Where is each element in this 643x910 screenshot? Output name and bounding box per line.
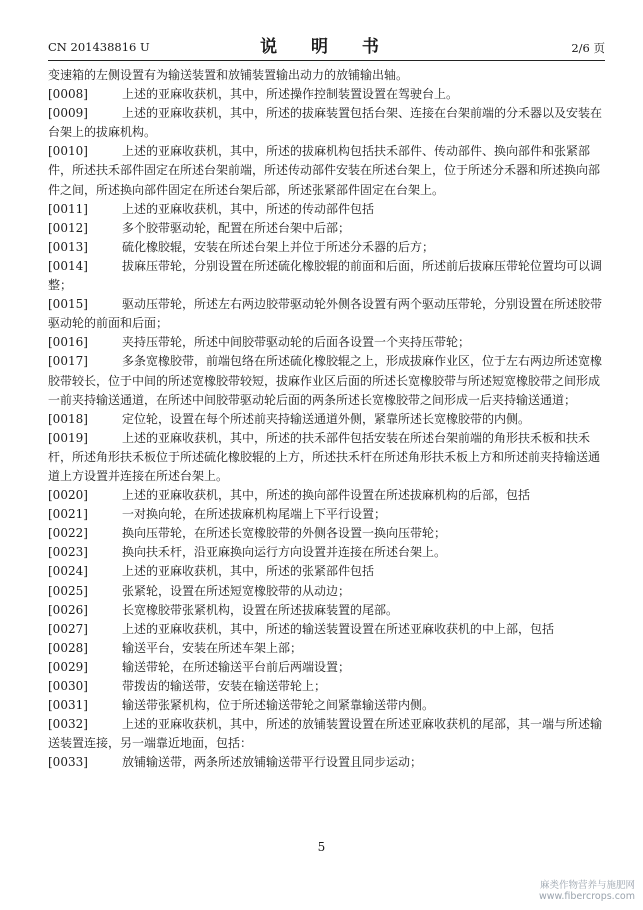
paragraph: [48, 200, 602, 219]
paragraph-text: 输送平台，安装在所述车架上部；: [122, 640, 303, 655]
paragraph-number: [0012]: [48, 220, 88, 235]
paragraph: [48, 753, 602, 772]
paragraph-number: [0020]: [48, 488, 88, 503]
paragraph-number: [0025]: [48, 583, 88, 598]
paragraph: [48, 410, 602, 429]
paragraph-number: [0032]: [48, 717, 88, 732]
paragraph-text: 硫化橡胶辊，安装在所述台架上并位于所述分禾器的后方；: [122, 239, 435, 254]
paragraph-number: [0024]: [48, 564, 88, 579]
paragraph-text: 放铺输送带，两条所述放铺输送带平行设置且同步运动；: [122, 755, 423, 770]
paragraph-text: 上述的亚麻收获机，其中，所述操作控制装置设置在驾驶台上。: [122, 87, 459, 102]
paragraph-number: [0029]: [48, 659, 88, 674]
paragraph-text: 上述的亚麻收获机，其中，所述的换向部件设置在所述拔麻机构的后部，包括: [122, 488, 531, 503]
paragraph: [48, 696, 602, 715]
paragraph: [48, 295, 602, 333]
paragraph-text: 输送带轮，在所述输送平台前后两端设置；: [122, 659, 351, 674]
paragraph-number: [0008]: [48, 87, 88, 102]
paragraph-text: 夹持压带轮，所述中间胶带驱动轮的后面各设置一个夹持压带轮；: [122, 335, 471, 350]
paragraph-number: [0031]: [48, 698, 88, 713]
paragraph: [48, 677, 602, 696]
paragraph: [48, 582, 602, 601]
document-title: 说 明 书: [260, 37, 393, 57]
paragraph-number: [0011]: [48, 201, 88, 216]
paragraph-number: [0021]: [48, 507, 88, 522]
paragraph-text: 一对换向轮，在所述拔麻机构尾端上下平行设置；: [122, 507, 387, 522]
paragraph-text: 上述的亚麻收获机，其中，所述的放铺装置设置在所述亚麻收获机的尾部，其一端与所述输送装置连接，另一端靠近地面，包括：: [48, 717, 603, 751]
paragraph-number: [0018]: [48, 411, 88, 426]
paragraph-text: 张紧轮，设置在所述短宽橡胶带的从动边；: [122, 583, 351, 598]
intro-paragraph: 变速箱的左侧设置有为输送装置和放铺装置输出动力的放铺输出轴。: [48, 68, 409, 82]
paragraph: [48, 352, 602, 409]
patent-number: CN 201438816 U: [48, 40, 150, 54]
paragraph-number: [0022]: [48, 526, 88, 541]
paragraph-text: 定位轮，设置在每个所述前夹持输送通道外侧，紧靠所述长宽橡胶带的内侧。: [122, 411, 531, 426]
paragraph-number: [0033]: [48, 755, 88, 770]
paragraph: [48, 524, 602, 543]
paragraph: [48, 715, 602, 753]
paragraph-number: [0015]: [48, 297, 88, 312]
paragraph-number: [0017]: [48, 354, 88, 369]
paragraph: [48, 486, 602, 505]
paragraph-number: [0016]: [48, 335, 88, 350]
paragraph: [48, 639, 602, 658]
watermark-line2: www.fibercrops.com: [538, 891, 635, 902]
paragraph-text: 拔麻压带轮，分别设置在所述硫化橡胶辊的前面和后面，所述前后拔麻压带轮位置均可以调整；: [48, 258, 603, 293]
paragraph-text: 输送带张紧机构，位于所述输送带轮之间紧靠输送带内侧。: [122, 698, 435, 713]
paragraph: [48, 620, 602, 639]
paragraph-text: 驱动压带轮，所述左右两边胶带驱动轮外侧各设置有两个驱动压带轮，分别设置在所述胶带驱动轮的前面和后面；: [48, 297, 603, 331]
paragraph-number: [0028]: [48, 640, 88, 655]
paragraph: [48, 505, 602, 524]
paragraph-text: 上述的亚麻收获机，其中，所述的扶禾部件包括安装在所述台架前端的角形扶禾板和扶禾杆，所述角形扶禾板位于所述硫化橡胶辊的上方，所述扶禾杆在所述角形扶禾板上方和所述前夹持输送通道上方设置并连接在所述台架上。: [48, 430, 601, 483]
paragraph-number: [0019]: [48, 430, 88, 445]
paragraph-number: [0010]: [48, 144, 88, 159]
paragraph: [48, 219, 602, 238]
page-count: 2/6 页: [571, 41, 605, 55]
paragraph: [48, 429, 602, 486]
paragraph-text: 换向扶禾杆，沿亚麻换向运行方向设置并连接在所述台架上。: [122, 545, 447, 560]
paragraph-number: [0023]: [48, 545, 88, 560]
paragraph-text: 上述的亚麻收获机，其中，所述的输送装置设置在所述亚麻收获机的中上部，包括: [122, 621, 555, 636]
paragraph: [48, 543, 602, 562]
page-number: 5: [317, 840, 326, 854]
paragraph-text: 带拨齿的输送带，安装在输送带轮上；: [122, 679, 327, 693]
watermark-line1: 麻类作物营养与施肥网: [539, 880, 635, 891]
paragraph-number: [0013]: [48, 239, 88, 254]
paragraph: [48, 257, 602, 295]
paragraph: [48, 333, 602, 352]
paragraph-text: 上述的亚麻收获机，其中，所述的张紧部件包括: [122, 564, 375, 579]
document-body: [48, 66, 602, 772]
paragraph-text: 长宽橡胶带张紧机构，设置在所述拔麻装置的尾部。: [122, 602, 399, 617]
paragraph: [48, 85, 602, 104]
paragraph-text: 上述的亚麻收获机，其中，所述的传动部件包括: [122, 201, 375, 216]
paragraph-text: 多条宽橡胶带，前端包络在所述硫化橡胶辊之上，形成拔麻作业区，位于左右两边所述宽橡胶带较长，位于中间的所述宽橡胶带较短，拔麻作业区后面的所述长宽橡胶带与所述短宽橡胶带之间形成一前夹持输送通道，在所述中间胶带驱动轮后面的两条所述长宽橡胶带之间形成一后夹持输送通道；: [48, 354, 603, 407]
paragraph-number: [0027]: [48, 621, 88, 636]
paragraph-text: 上述的亚麻收获机，其中，所述的拔麻机构包括扶禾部件、传动部件、换向部件和张紧部件，所述扶禾部件固定在所述台架前端，所述传动部件安装在所述台架上，位于所述分禾器和所述换向部件之间，所述换向部件固定在所述台架后部，所述张紧部件固定在台架上。: [48, 144, 601, 197]
watermark: [539, 880, 635, 902]
paragraph: [48, 658, 602, 677]
paragraph: [48, 104, 602, 142]
paragraph-number: [0009]: [48, 106, 88, 121]
header-rule: [48, 60, 605, 61]
paragraph: [48, 238, 602, 257]
paragraph-number: [0026]: [48, 602, 88, 617]
paragraph-text: 上述的亚麻收获机，其中，所述的拔麻装置包括台架、连接在台架前端的分禾器以及安装在台架上的拔麻机构。: [48, 106, 603, 140]
paragraph: [48, 601, 602, 620]
paragraph-text: 多个胶带驱动轮，配置在所述台架中后部；: [122, 220, 351, 235]
paragraph-text: 换向压带轮，在所述长宽橡胶带的外侧各设置一换向压带轮；: [122, 526, 447, 541]
paragraph-number: [0030]: [48, 679, 88, 693]
page-header: [48, 30, 605, 60]
paragraph: [48, 562, 602, 581]
paragraph-number: [0014]: [48, 258, 88, 273]
paragraph: [48, 142, 602, 199]
